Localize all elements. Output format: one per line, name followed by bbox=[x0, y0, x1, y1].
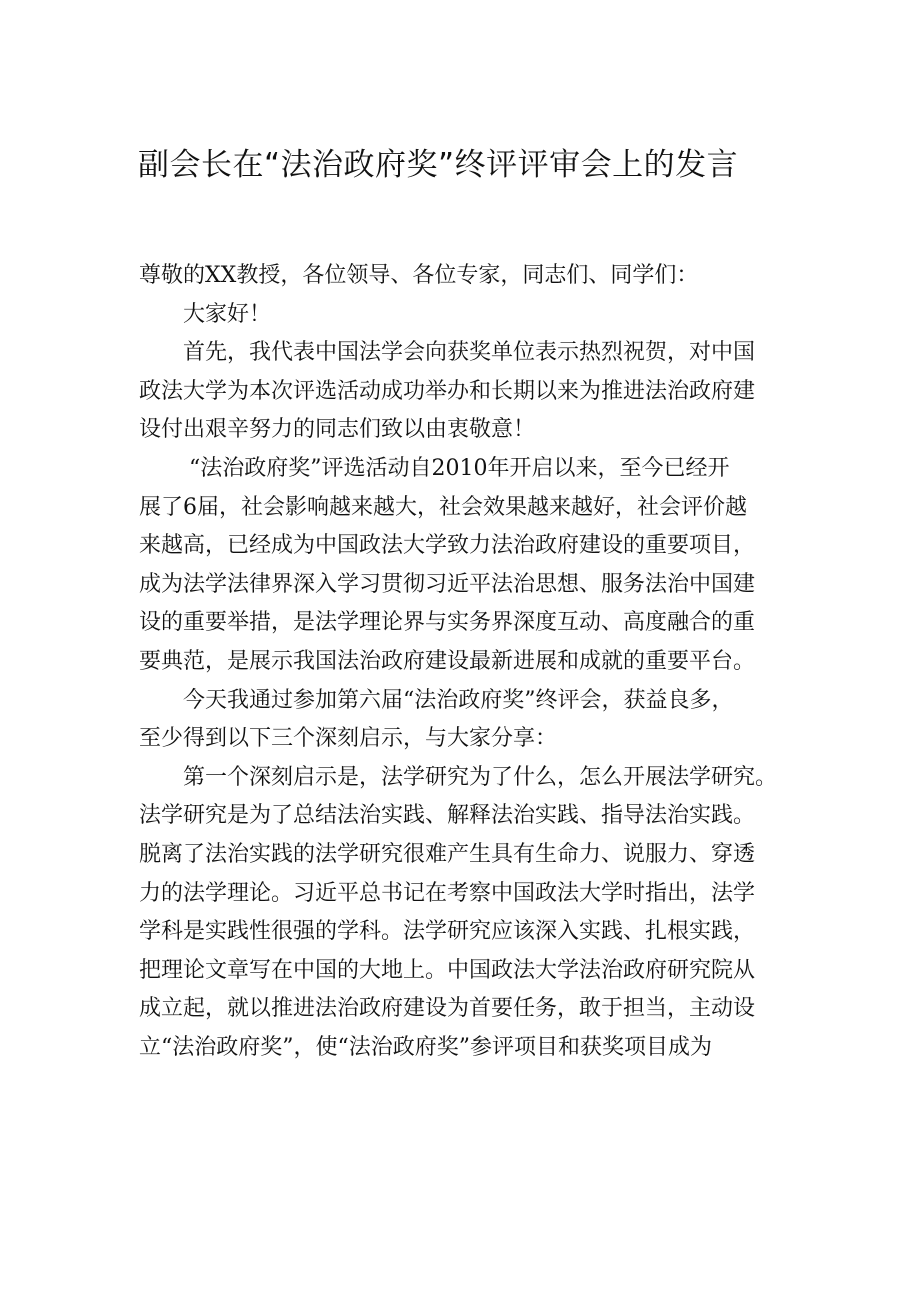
paragraph-line: 把理论文章写在中国的大地上。中国政法大学法治政府研究院从 bbox=[139, 957, 756, 983]
paragraph-line: 成立起，就以推进法治政府建设为首要任务，敢于担当，主动设 bbox=[139, 996, 756, 1022]
paragraph-line: 力的法学理论。习近平总书记在考察中国政法大学时指出，法学 bbox=[139, 880, 756, 906]
paragraph-line: 设付出艰辛努力的同志们致以由衷敬意！ bbox=[139, 417, 536, 443]
salutation-line: 尊敬的XX教授，各位领导、各位专家，同志们、同学们： bbox=[139, 263, 699, 288]
paragraph-line: 成为法学法律界深入学习贯彻习近平法治思想、服务法治中国建 bbox=[139, 571, 756, 597]
paragraph-line: 脱离了法治实践的法学研究很难产生具有生命力、说服力、穿透 bbox=[139, 841, 756, 867]
paragraph-line: 立“法治政府奖”，使“法治政府奖”参评项目和获奖项目成为 bbox=[139, 1034, 712, 1060]
paragraph-line: 要典范，是展示我国法治政府建设最新进展和成就的重要平台。 bbox=[139, 648, 756, 674]
paragraph-line: 来越高，已经成为中国政法大学致力法治政府建设的重要项目， bbox=[139, 533, 756, 559]
document-title: 副会长在“法治政府奖”终评评审会上的发言 bbox=[138, 147, 739, 183]
paragraph-line: 展了6届，社会影响越来越大，社会效果越来越好，社会评价越 bbox=[139, 494, 747, 520]
paragraph-line: 今天我通过参加第六届“法治政府奖”终评会，获益良多， bbox=[183, 687, 734, 713]
document-body bbox=[139, 257, 799, 1067]
greeting-line: 大家好！ bbox=[183, 301, 272, 327]
paragraph-line: 学科是实践性很强的学科。法学研究应该深入实践、扎根实践， bbox=[139, 919, 756, 945]
paragraph-line: 政法大学为本次评选活动成功举办和长期以来为推进法治政府建 bbox=[139, 378, 756, 404]
paragraph-line: 第一个深刻启示是，法学研究为了什么，怎么开展法学研究。 bbox=[183, 764, 778, 790]
paragraph-line: 设的重要举措，是法学理论界与实务界深度互动、高度融合的重 bbox=[139, 610, 756, 636]
paragraph-line: 至少得到以下三个深刻启示，与大家分享： bbox=[139, 726, 558, 752]
paragraph-line: 法学研究是为了总结法治实践、解释法治实践、指导法治实践。 bbox=[139, 803, 756, 829]
paragraph-line: 首先，我代表中国法学会向获奖单位表示热烈祝贺，对中国 bbox=[183, 340, 756, 366]
paragraph-line: “法治政府奖”评选活动自2010年开启以来，至今已经开 bbox=[189, 455, 730, 481]
